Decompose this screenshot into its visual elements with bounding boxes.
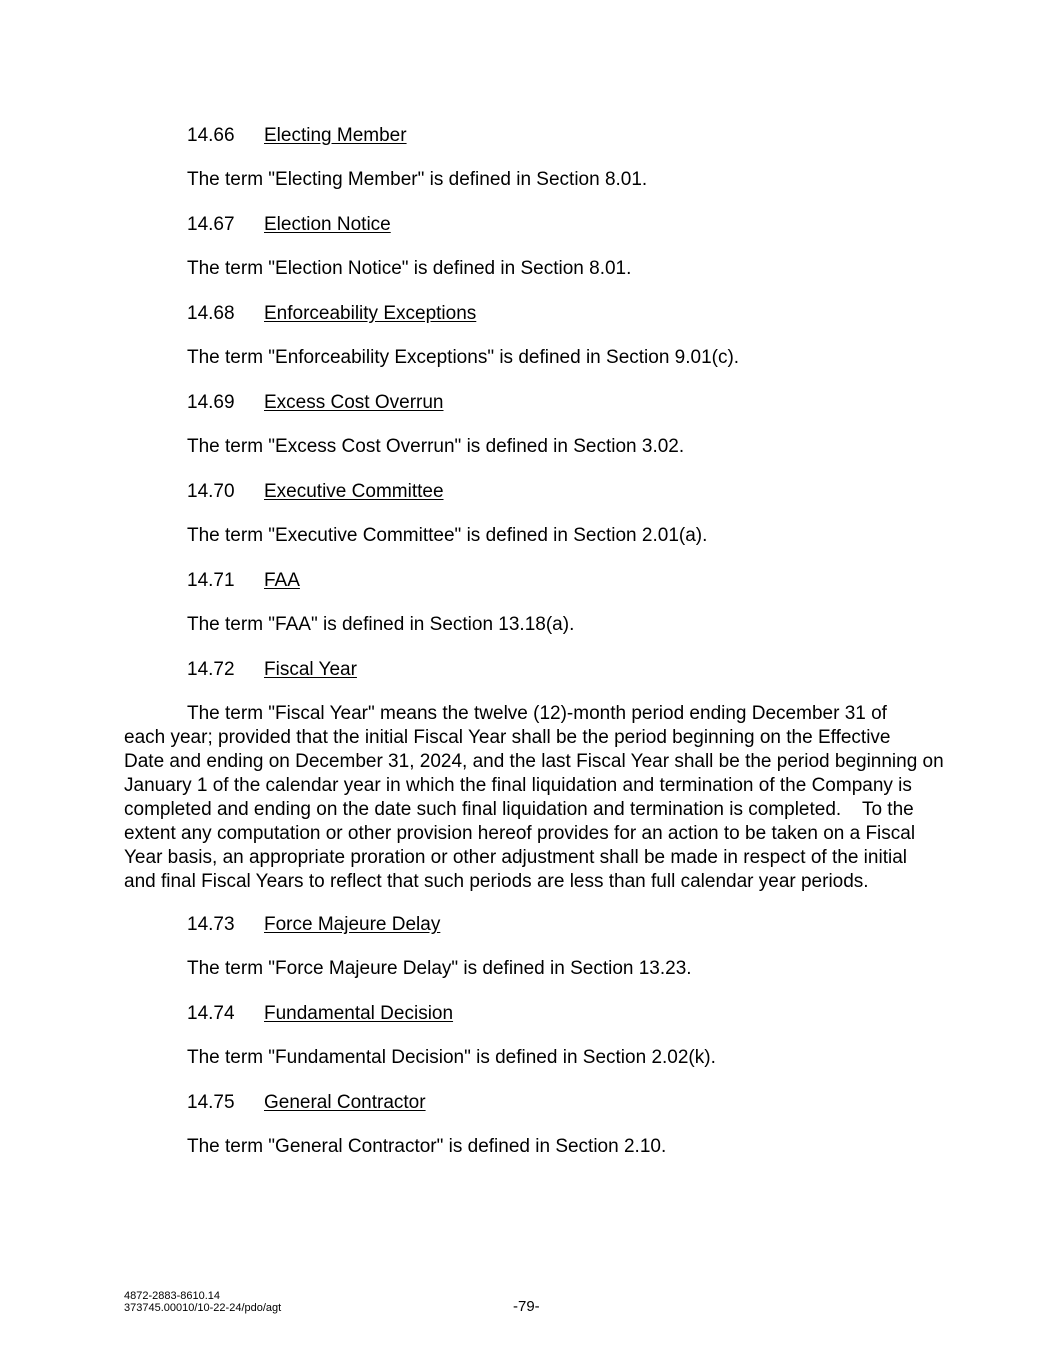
section-definition: The term "FAA" is defined in Section 13.18(a).	[187, 614, 575, 635]
section-number: 14.67	[187, 214, 235, 235]
section-heading	[187, 302, 476, 326]
section-number: 14.66	[187, 125, 235, 146]
footer-document-id	[124, 1290, 281, 1314]
section-title: Force Majeure Delay	[264, 914, 441, 935]
section-heading	[187, 1091, 426, 1115]
page-number: -79-	[513, 1298, 540, 1315]
section-number: 14.68	[187, 303, 235, 324]
section-number: 14.70	[187, 481, 235, 502]
matter-id: 373745.00010/10-22-24/pdo/agt	[124, 1302, 282, 1314]
section-number: 14.74	[187, 1003, 235, 1024]
section-heading	[187, 569, 300, 593]
paragraph-line: The term "Fiscal Year" means the twelve (12)-month period ending December 31 of	[187, 703, 887, 724]
paragraph-line: completed and ending on the date such final liquidation and termination is completed. To the	[124, 799, 914, 820]
section-title: Excess Cost Overrun	[264, 392, 444, 413]
section-number: 14.69	[187, 392, 235, 413]
section-definition: The term "Election Notice" is defined in Section 8.01.	[187, 258, 632, 279]
section-title: Enforceability Exceptions	[264, 303, 477, 324]
section-definition: The term "Force Majeure Delay" is defined in Section 13.23.	[187, 958, 692, 979]
section-number: 14.73	[187, 914, 235, 935]
section-title: Fundamental Decision	[264, 1003, 454, 1024]
section-number: 14.71	[187, 570, 235, 591]
section-number: 14.75	[187, 1092, 235, 1113]
paragraph-line: each year; provided that the initial Fiscal Year shall be the period beginning on the Effective	[124, 727, 891, 748]
paragraph-line: extent any computation or other provision hereof provides for an action to be taken on a Fiscal	[124, 823, 916, 844]
section-title: General Contractor	[264, 1092, 426, 1113]
section-heading	[187, 658, 357, 682]
section-title: Electing Member	[264, 125, 407, 146]
section-title: Executive Committee	[264, 481, 444, 502]
section-definition: The term "Executive Committee" is defined in Section 2.01(a).	[187, 525, 708, 546]
section-heading	[187, 391, 444, 415]
paragraph-line: and final Fiscal Years to reflect that such periods are less than full calendar year periods.	[124, 871, 869, 892]
section-heading	[187, 1002, 453, 1026]
section-number: 14.72	[187, 659, 235, 680]
section-title: Election Notice	[264, 214, 391, 235]
doc-id: 4872-2883-8610.14	[124, 1290, 221, 1302]
section-heading	[187, 913, 440, 937]
section-heading	[187, 480, 444, 504]
section-heading	[187, 213, 391, 237]
section-definition: The term "General Contractor" is defined in Section 2.10.	[187, 1136, 667, 1157]
fiscal-year-definition	[124, 702, 944, 894]
paragraph-line: January 1 of the calendar year in which the final liquidation and termination of the Company is	[124, 775, 912, 796]
section-definition: The term "Enforceability Exceptions" is defined in Section 9.01(c).	[187, 347, 740, 368]
section-definition: The term "Excess Cost Overrun" is defined in Section 3.02.	[187, 436, 685, 457]
section-definition: The term "Fundamental Decision" is defined in Section 2.02(k).	[187, 1047, 716, 1068]
section-title: FAA	[264, 570, 300, 591]
section-title: Fiscal Year	[264, 659, 357, 680]
paragraph-line: Date and ending on December 31, 2024, and the last Fiscal Year shall be the period beginning on	[124, 751, 944, 772]
section-heading	[187, 124, 407, 148]
section-definition: The term "Electing Member" is defined in Section 8.01.	[187, 169, 648, 190]
paragraph-line: Year basis, an appropriate proration or other adjustment shall be made in respect of the initial	[124, 847, 907, 868]
